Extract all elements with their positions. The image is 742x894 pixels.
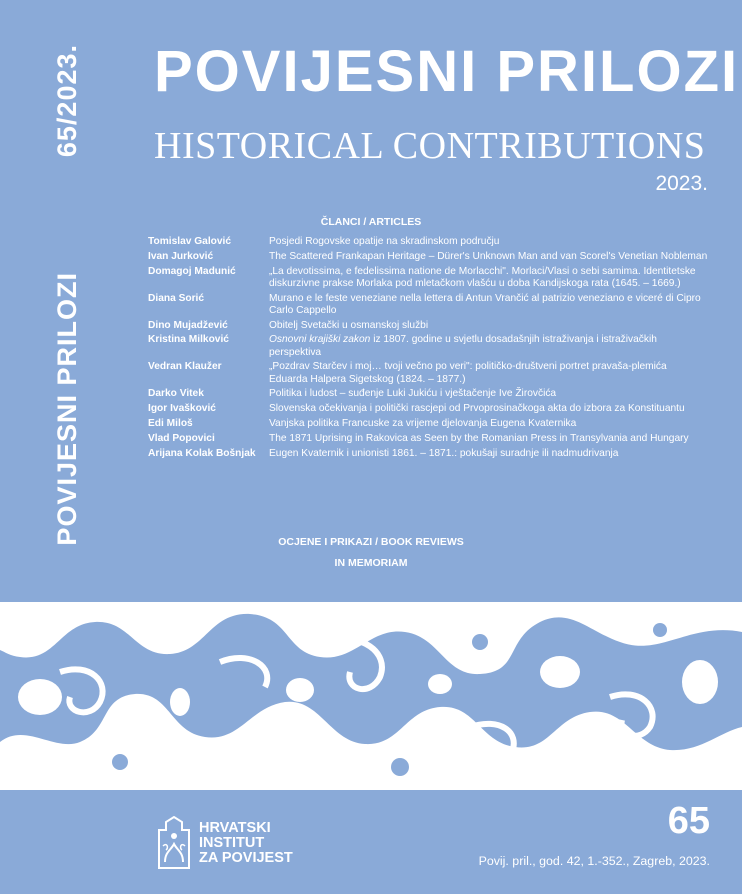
toc-entry xyxy=(148,251,708,263)
ornament-pattern-icon xyxy=(0,602,742,790)
toc-author: Ivan Jurković xyxy=(148,250,214,262)
publisher-name-line3: ZA POVIJEST xyxy=(199,849,293,866)
journal-title: POVIJESNI PRILOZI xyxy=(154,39,740,104)
toc-title: The 1871 Uprising in Rakovica as Seen by the Romanian Press in Transylvania and Hungary xyxy=(269,432,689,444)
articles-heading: ČLANCI / ARTICLES xyxy=(320,216,422,228)
toc-title: „Pozdrav Starčev i moj… tvoji večno po veri": političko-društveni portret pravaša-plemića Eduarda Halpera Sigetskog (1824. – 1877.) xyxy=(269,361,667,385)
toc-entry xyxy=(148,334,708,358)
citation: Povij. pril., god. 42, 1.-352., Zagreb, 2023. xyxy=(478,854,710,868)
ornamental-band xyxy=(0,602,742,790)
toc-entry xyxy=(148,403,708,415)
toc-title: Obitelj Svetački u osmanskoj službi xyxy=(269,319,429,331)
reviews-heading: OCJENE I PRIKAZI / BOOK REVIEWS xyxy=(278,536,464,548)
toc-author: Tomislav Galović xyxy=(148,236,232,247)
table-of-contents xyxy=(148,236,708,462)
toc-entry xyxy=(148,418,708,430)
toc-author: Domagoj Madunić xyxy=(148,265,236,277)
toc-author: Diana Sorić xyxy=(148,292,205,304)
toc-author: Dino Mujadžević xyxy=(148,319,228,331)
toc-author: Vlad Popovici xyxy=(148,432,215,444)
memoriam-heading: IN MEMORIAM xyxy=(334,557,408,569)
toc-title: Politika i ludost – suđenje Luki Jukiću i vještačenje Ive Žirovčića xyxy=(269,388,557,400)
toc-author: Kristina Milković xyxy=(148,334,229,346)
journal-year: 2023. xyxy=(655,172,708,195)
journal-subtitle: HISTORICAL CONTRIBUTIONS xyxy=(154,125,706,167)
toc-author: Igor Ivašković xyxy=(148,403,216,415)
publisher-logo xyxy=(157,816,293,870)
toc-entry xyxy=(148,448,708,460)
toc-title-italic: Osnovni krajiški zakon xyxy=(269,334,371,346)
toc-author: Arijana Kolak Bošnjak xyxy=(148,447,256,459)
toc-entry xyxy=(148,266,708,290)
toc-entry xyxy=(148,361,708,385)
toc-entry xyxy=(148,320,708,332)
toc-title: Eugen Kvaternik i unionisti 1861. – 1871.: pokušaji suradnje ili nadmudrivanja xyxy=(269,447,619,459)
issue-number: 65 xyxy=(667,800,710,842)
toc-title-rest: iz 1807. godine u svjetlu dosadašnjih istraživanja i istraživačkih perspektiva xyxy=(269,334,657,358)
toc-title xyxy=(269,334,708,358)
publisher-name-line2: INSTITUT xyxy=(199,834,265,851)
toc-title: „La devotissima, e fedelissima natione de Morlacchi". Morlaci/Vlasi o sebi samima. Identitetske diskurzivne prakse Morlaka pod mletačkom vlašću u doba Kandijskoga rata (1645. – 1669.) xyxy=(269,265,696,289)
toc-author: Vedran Klaužer xyxy=(148,361,222,373)
publisher-name-line1: HRVATSKI xyxy=(199,819,271,836)
toc-entry xyxy=(148,388,708,400)
institute-emblem-icon xyxy=(157,816,191,870)
spine-issue: 65/2023. xyxy=(52,44,82,158)
toc-title: Murano e le feste veneziane nella lettera di Antun Vrančić al patrizio veneziano e viceré di Cipro Carlo Cappello xyxy=(269,292,701,316)
toc-title: Vanjska politika Francuske za vrijeme djelovanja Eugena Kvaternika xyxy=(269,417,577,429)
toc-author: Darko Vitek xyxy=(148,388,204,400)
toc-entry xyxy=(148,236,708,248)
toc-author: Edi Miloš xyxy=(148,417,193,429)
toc-title: Slovenska očekivanja i politički rascjepi od Prvoprosinačkoga akta do izbora za Konstituantu xyxy=(269,403,685,415)
toc-entry xyxy=(148,293,708,317)
spine-title: POVIJESNI PRILOZI xyxy=(52,272,82,546)
toc-title: Posjedi Rogovske opatije na skradinskom području xyxy=(269,236,500,247)
toc-title: The Scattered Frankapan Heritage – Dürer's Unknown Man and van Scorel's Venetian Nobleman xyxy=(269,250,708,262)
toc-entry xyxy=(148,433,708,445)
